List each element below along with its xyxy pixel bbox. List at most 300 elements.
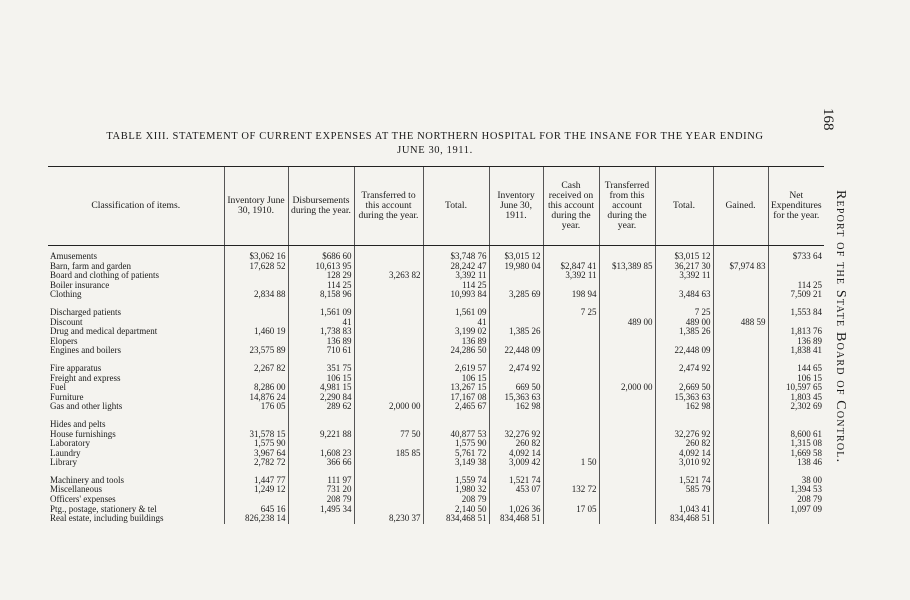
amount-cell — [713, 364, 768, 374]
amount-cell: 3,392 11 — [543, 271, 599, 281]
amount-cell: $2,847 41 — [543, 262, 599, 272]
amount-cell — [713, 252, 768, 262]
amount-cell: 19,980 04 — [489, 262, 543, 272]
amount-cell: 1,738 83 — [288, 327, 354, 337]
amount-cell: 38 00 — [768, 476, 824, 486]
amount-cell — [489, 495, 543, 505]
amount-cell — [713, 281, 768, 291]
amount-cell — [489, 271, 543, 281]
amount-cell: $3,015 12 — [655, 252, 713, 262]
amount-cell: 7,509 21 — [768, 290, 824, 300]
amount-cell: 162 98 — [655, 402, 713, 412]
amount-cell: 585 79 — [655, 485, 713, 495]
spacer-cell — [713, 300, 768, 308]
amount-cell — [713, 337, 768, 347]
amount-cell: 106 15 — [288, 374, 354, 384]
amount-cell — [655, 420, 713, 430]
amount-cell: 8,286 00 — [224, 383, 288, 393]
amount-cell: 834,468 51 — [489, 514, 543, 524]
amount-cell: 2,834 88 — [224, 290, 288, 300]
amount-cell: 289 62 — [288, 402, 354, 412]
amount-cell: 23,575 89 — [224, 346, 288, 356]
amount-cell: 1,460 19 — [224, 327, 288, 337]
spacer-cell — [288, 468, 354, 476]
amount-cell — [224, 271, 288, 281]
amount-cell: $7,974 83 — [713, 262, 768, 272]
row-label: Miscellaneous — [50, 485, 102, 495]
amount-cell — [543, 495, 599, 505]
amount-cell — [354, 337, 423, 347]
title-line-2: JUNE 30, 1911. — [397, 145, 473, 156]
amount-cell: 710 61 — [288, 346, 354, 356]
amount-cell: 3,199 02 — [423, 327, 489, 337]
amount-cell: 7 25 — [543, 308, 599, 318]
spacer-cell — [713, 468, 768, 476]
table-row — [48, 420, 824, 430]
spacer-cell — [768, 412, 824, 420]
amount-cell: 136 89 — [423, 337, 489, 347]
amount-cell: 3,484 63 — [655, 290, 713, 300]
amount-cell — [713, 402, 768, 412]
amount-cell: 185 85 — [354, 449, 423, 459]
row-label: Barn, farm and garden — [50, 261, 131, 271]
amount-cell: 144 65 — [768, 364, 824, 374]
amount-cell: 77 50 — [354, 430, 423, 440]
amount-cell: 4,981 15 — [288, 383, 354, 393]
spacer-cell — [655, 356, 713, 364]
row-label: Boiler insurance — [50, 280, 110, 290]
spacer-cell — [489, 300, 543, 308]
spacer-cell — [655, 412, 713, 420]
amount-cell — [713, 346, 768, 356]
amount-cell — [768, 318, 824, 328]
amount-cell — [599, 393, 655, 403]
row-label: Freight and express — [50, 373, 121, 383]
amount-cell: 1,385 26 — [655, 327, 713, 337]
table-row — [48, 458, 824, 468]
amount-cell: 17 05 — [543, 505, 599, 515]
spacer-cell — [354, 468, 423, 476]
amount-cell — [599, 281, 655, 291]
amount-cell: 489 00 — [599, 318, 655, 328]
amount-cell: 136 89 — [768, 337, 824, 347]
amount-cell — [423, 420, 489, 430]
amount-cell: 4,092 14 — [655, 449, 713, 459]
spacer-cell — [224, 300, 288, 308]
amount-cell: 645 16 — [224, 505, 288, 515]
amount-cell: 1,521 74 — [655, 476, 713, 486]
amount-cell: 36,217 30 — [655, 262, 713, 272]
amount-cell: 17,628 52 — [224, 262, 288, 272]
amount-cell — [599, 327, 655, 337]
amount-cell — [354, 420, 423, 430]
amount-cell: 2,302 69 — [768, 402, 824, 412]
amount-cell: 3,149 38 — [423, 458, 489, 468]
amount-cell — [599, 458, 655, 468]
spacer-cell — [354, 412, 423, 420]
spacer-cell — [713, 356, 768, 364]
spacer-row — [48, 468, 824, 476]
spacer-cell — [288, 300, 354, 308]
amount-cell: 22,448 09 — [489, 346, 543, 356]
amount-cell — [713, 271, 768, 281]
amount-cell: 41 — [423, 318, 489, 328]
amount-cell — [224, 318, 288, 328]
spacer-cell — [655, 300, 713, 308]
amount-cell: 114 25 — [768, 281, 824, 291]
amount-cell — [713, 439, 768, 449]
amount-cell: 136 89 — [288, 337, 354, 347]
table-row — [48, 439, 824, 449]
amount-cell: 3,392 11 — [423, 271, 489, 281]
table-row — [48, 495, 824, 505]
table-row — [48, 402, 824, 412]
amount-cell — [543, 374, 599, 384]
amount-cell — [543, 318, 599, 328]
amount-cell — [655, 374, 713, 384]
amount-cell: 351 75 — [288, 364, 354, 374]
amount-cell: 106 15 — [768, 374, 824, 384]
row-label: Fire apparatus — [50, 363, 102, 373]
amount-cell — [599, 402, 655, 412]
amount-cell: 15,363 63 — [489, 393, 543, 403]
amount-cell — [354, 393, 423, 403]
amount-cell: 208 79 — [423, 495, 489, 505]
amount-cell: 1,561 09 — [423, 308, 489, 318]
amount-cell — [354, 439, 423, 449]
row-label: Hides and pelts — [50, 419, 106, 429]
row-label: Gas and other lights — [50, 402, 123, 412]
row-label: Discount — [50, 317, 83, 327]
amount-cell — [354, 262, 423, 272]
row-label: Clothing — [50, 290, 82, 300]
amount-cell — [354, 364, 423, 374]
table-row — [48, 364, 824, 374]
amount-cell: 2,782 72 — [224, 458, 288, 468]
amount-cell: 3,285 69 — [489, 290, 543, 300]
amount-cell: 114 25 — [288, 281, 354, 291]
amount-cell: 1,669 58 — [768, 449, 824, 459]
amount-cell — [713, 374, 768, 384]
amount-cell: 260 82 — [489, 439, 543, 449]
amount-cell — [543, 420, 599, 430]
amount-cell: 24,286 50 — [423, 346, 489, 356]
amount-cell — [713, 505, 768, 515]
spacer-cell — [768, 468, 824, 476]
amount-cell — [354, 290, 423, 300]
amount-cell: 1,385 26 — [489, 327, 543, 337]
amount-cell: 9,221 88 — [288, 430, 354, 440]
amount-cell: 1,026 36 — [489, 505, 543, 515]
row-label: Officers' expenses — [50, 495, 116, 505]
amount-cell: 1,980 32 — [423, 485, 489, 495]
amount-cell — [224, 420, 288, 430]
amount-cell: 453 07 — [489, 485, 543, 495]
table-row — [48, 514, 824, 524]
amount-cell — [354, 383, 423, 393]
amount-cell — [543, 476, 599, 486]
amount-cell — [599, 271, 655, 281]
table-row — [48, 281, 824, 291]
amount-cell — [489, 281, 543, 291]
amount-cell — [543, 346, 599, 356]
amount-cell — [489, 318, 543, 328]
amount-cell — [599, 290, 655, 300]
amount-cell — [713, 393, 768, 403]
amount-cell — [354, 327, 423, 337]
table-row — [48, 476, 824, 486]
column-header: Gained. — [713, 167, 768, 246]
amount-cell — [224, 308, 288, 318]
amount-cell: 2,474 92 — [489, 364, 543, 374]
column-header: Cash received on this account during the year. — [543, 167, 599, 246]
amount-cell: 3,967 64 — [224, 449, 288, 459]
amount-cell: 10,597 65 — [768, 383, 824, 393]
spacer-cell — [48, 412, 224, 420]
row-label: Engines and boilers — [50, 346, 121, 356]
amount-cell — [354, 505, 423, 515]
running-header: Report of the State Board of Control. — [833, 190, 848, 464]
spacer-cell — [489, 412, 543, 420]
amount-cell — [543, 439, 599, 449]
amount-cell: 2,669 50 — [655, 383, 713, 393]
amount-cell: 14,876 24 — [224, 393, 288, 403]
amount-cell — [354, 374, 423, 384]
spacer-cell — [224, 412, 288, 420]
spacer-cell — [354, 356, 423, 364]
spacer-cell — [48, 468, 224, 476]
amount-cell — [768, 514, 824, 524]
amount-cell — [354, 318, 423, 328]
amount-cell — [713, 383, 768, 393]
amount-cell: 2,465 67 — [423, 402, 489, 412]
spacer-row — [48, 356, 824, 364]
amount-cell — [713, 495, 768, 505]
amount-cell: 731 20 — [288, 485, 354, 495]
amount-cell: 1,495 34 — [288, 505, 354, 515]
table-row — [48, 318, 824, 328]
amount-cell — [713, 449, 768, 459]
amount-cell — [713, 458, 768, 468]
amount-cell: 1,813 76 — [768, 327, 824, 337]
spacer-cell — [423, 300, 489, 308]
amount-cell: 1,097 09 — [768, 505, 824, 515]
amount-cell: 2,290 84 — [288, 393, 354, 403]
amount-cell: 1,575 90 — [224, 439, 288, 449]
row-label: Ptg., postage, stationery & tel — [50, 504, 157, 514]
amount-cell: 1,559 74 — [423, 476, 489, 486]
amount-cell: 834,468 51 — [655, 514, 713, 524]
table-row — [48, 485, 824, 495]
table-row — [48, 346, 824, 356]
amount-cell: 208 79 — [768, 495, 824, 505]
amount-cell: 488 59 — [713, 318, 768, 328]
amount-cell: $13,389 85 — [599, 262, 655, 272]
table-row — [48, 337, 824, 347]
amount-cell — [599, 364, 655, 374]
spacer-cell — [599, 356, 655, 364]
spacer-cell — [489, 356, 543, 364]
spacer-cell — [543, 356, 599, 364]
amount-cell: 826,238 14 — [224, 514, 288, 524]
amount-cell — [543, 327, 599, 337]
spacer-cell — [768, 300, 824, 308]
amount-cell: 1,315 08 — [768, 439, 824, 449]
spacer-cell — [599, 412, 655, 420]
amount-cell — [543, 281, 599, 291]
amount-cell: 7 25 — [655, 308, 713, 318]
table-row — [48, 262, 824, 272]
column-header: Total. — [423, 167, 489, 246]
spacer-cell — [599, 300, 655, 308]
amount-cell: 28,242 47 — [423, 262, 489, 272]
column-header: Disbursements during the year. — [288, 167, 354, 246]
amount-cell — [543, 430, 599, 440]
spacer-cell — [288, 412, 354, 420]
row-label: Laboratory — [50, 439, 90, 449]
amount-cell: 2,140 50 — [423, 505, 489, 515]
row-label: Elopers — [50, 336, 78, 346]
amount-cell — [599, 337, 655, 347]
row-label: Board and clothing of patients — [50, 271, 159, 281]
column-header: Inventory June 30, 1911. — [489, 167, 543, 246]
amount-cell: 3,263 82 — [354, 271, 423, 281]
amount-cell — [354, 476, 423, 486]
amount-cell: 1,803 45 — [768, 393, 824, 403]
spacer-cell — [543, 468, 599, 476]
title-line-1: TABLE XIII. STATEMENT OF CURRENT EXPENSES AT THE NORTHERN HOSPITAL FOR THE INSANE FOR THE YEAR ENDING — [106, 131, 764, 142]
amount-cell — [543, 337, 599, 347]
amount-cell — [768, 271, 824, 281]
table-row — [48, 383, 824, 393]
amount-cell — [224, 374, 288, 384]
amount-cell — [354, 281, 423, 291]
column-header: Net Expenditures for the year. — [768, 167, 824, 246]
amount-cell — [713, 514, 768, 524]
amount-cell: 1,043 41 — [655, 505, 713, 515]
amount-cell: 3,010 92 — [655, 458, 713, 468]
table-row — [48, 430, 824, 440]
amount-cell — [599, 346, 655, 356]
spacer-row — [48, 412, 824, 420]
spacer-cell — [354, 300, 423, 308]
amount-cell: 1,575 90 — [423, 439, 489, 449]
amount-cell — [489, 308, 543, 318]
table-row — [48, 327, 824, 337]
table-body — [48, 246, 824, 524]
column-header: Total. — [655, 167, 713, 246]
amount-cell: 2,000 00 — [599, 383, 655, 393]
amount-cell — [543, 514, 599, 524]
spacer-cell — [48, 356, 224, 364]
amount-cell: 366 66 — [288, 458, 354, 468]
amount-cell: 13,267 15 — [423, 383, 489, 393]
amount-cell: 162 98 — [489, 402, 543, 412]
table-title — [55, 130, 815, 158]
column-header: Classification of items. — [48, 167, 224, 246]
amount-cell — [354, 485, 423, 495]
amount-cell — [599, 439, 655, 449]
column-header: Transferred to this account during the year. — [354, 167, 423, 246]
amount-cell — [713, 308, 768, 318]
table-row — [48, 449, 824, 459]
row-label: Real estate, including buildings — [50, 514, 164, 524]
spacer-cell — [543, 412, 599, 420]
amount-cell: 1,394 53 — [768, 485, 824, 495]
amount-cell: 8,230 37 — [354, 514, 423, 524]
amount-cell — [655, 337, 713, 347]
amount-cell: 132 72 — [543, 485, 599, 495]
column-header: Transferred from this account during the year. — [599, 167, 655, 246]
expense-table — [48, 166, 824, 524]
amount-cell: 138 46 — [768, 458, 824, 468]
spacer-cell — [48, 300, 224, 308]
spacer-cell — [599, 468, 655, 476]
amount-cell: 3,009 42 — [489, 458, 543, 468]
table-row — [48, 393, 824, 403]
amount-cell: 3,392 11 — [655, 271, 713, 281]
amount-cell — [354, 495, 423, 505]
row-label: Laundry — [50, 448, 81, 458]
row-label: Discharged patients — [50, 307, 122, 317]
amount-cell: 2,000 00 — [354, 402, 423, 412]
amount-cell: 22,448 09 — [655, 346, 713, 356]
spacer-cell — [288, 356, 354, 364]
amount-cell: 198 94 — [543, 290, 599, 300]
amount-cell — [655, 281, 713, 291]
amount-cell — [599, 252, 655, 262]
amount-cell: $3,015 12 — [489, 252, 543, 262]
amount-cell: 111 97 — [288, 476, 354, 486]
amount-cell: 4,092 14 — [489, 449, 543, 459]
amount-cell: $686 60 — [288, 252, 354, 262]
spacer-cell — [768, 356, 824, 364]
amount-cell: 489 00 — [655, 318, 713, 328]
spacer-cell — [423, 356, 489, 364]
amount-cell: 260 82 — [655, 439, 713, 449]
amount-cell — [288, 439, 354, 449]
amount-cell — [599, 476, 655, 486]
amount-cell — [489, 420, 543, 430]
amount-cell: 1,561 09 — [288, 308, 354, 318]
row-label: House furnishings — [50, 429, 116, 439]
amount-cell: 2,474 92 — [655, 364, 713, 374]
row-label: Machinery and tools — [50, 475, 124, 485]
amount-cell: 17,167 08 — [423, 393, 489, 403]
amount-cell: 1,447 77 — [224, 476, 288, 486]
table-row — [48, 505, 824, 515]
amount-cell: 5,761 72 — [423, 449, 489, 459]
amount-cell — [599, 420, 655, 430]
amount-cell: 1,249 12 — [224, 485, 288, 495]
amount-cell — [224, 281, 288, 291]
amount-cell — [543, 252, 599, 262]
spacer-cell — [489, 468, 543, 476]
amount-cell — [288, 420, 354, 430]
amount-cell: 8,600 61 — [768, 430, 824, 440]
amount-cell — [489, 374, 543, 384]
amount-cell: 1,838 41 — [768, 346, 824, 356]
amount-cell — [489, 337, 543, 347]
amount-cell — [713, 430, 768, 440]
amount-cell — [354, 346, 423, 356]
amount-cell — [599, 485, 655, 495]
amount-cell: 41 — [288, 318, 354, 328]
amount-cell: 106 15 — [423, 374, 489, 384]
amount-cell — [599, 430, 655, 440]
amount-cell — [354, 308, 423, 318]
amount-cell — [599, 308, 655, 318]
